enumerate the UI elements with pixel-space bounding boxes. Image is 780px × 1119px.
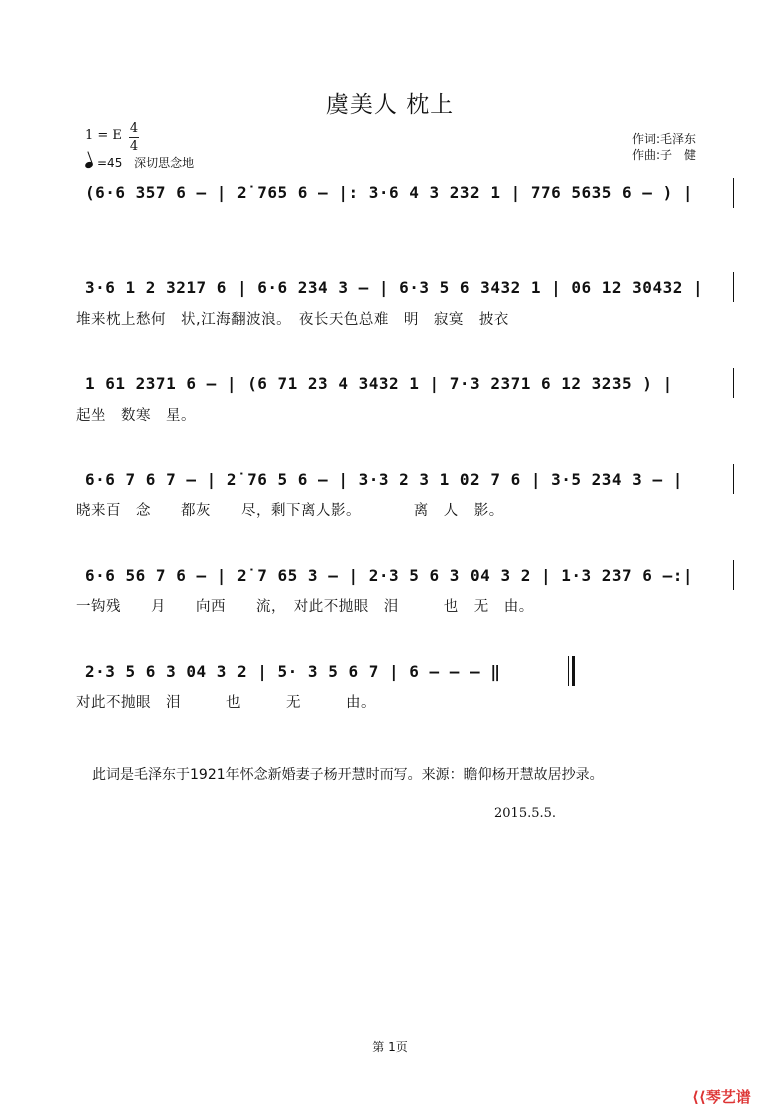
time-signature-bottom: 4 bbox=[129, 139, 139, 154]
logo-icon: ⟨⟨ bbox=[692, 1088, 706, 1106]
score-line-1: (6·6 357 6 – | 2̇ 765 6 – |: 3·6 4 3 232 1 | 776 5635 6 – ) | bbox=[85, 183, 693, 202]
time-signature-top: 4 bbox=[129, 121, 139, 136]
footnote: 此词是毛泽东于1921年怀念新婚妻子杨开慧时而写。来源：瞻仰杨开慧故居抄录。 bbox=[92, 767, 604, 783]
lyric-line-3: 起坐 数寒 星。 bbox=[76, 408, 196, 424]
barline bbox=[733, 178, 734, 208]
composer-credit: 作曲:子 健 bbox=[632, 148, 697, 162]
score-line-5: 6·6 56 7 6 – | 2̇ 7 65 3 – | 2·3 5 6 3 04 3 2 | 1·3 237 6 –:| bbox=[85, 566, 693, 585]
time-signature bbox=[128, 121, 140, 154]
lyricist-credit: 作词:毛泽东 bbox=[632, 132, 697, 146]
barline bbox=[733, 272, 734, 302]
score-line-6: 2·3 5 6 3 04 3 2 | 5· 3 5 6 7 | 6 – – – ‖ bbox=[85, 662, 501, 681]
lyric-line-5: 一钩残 月 向西 流， 对此不抛眼 泪 也 无 由。 bbox=[76, 599, 534, 615]
tempo-value: =45 bbox=[97, 156, 123, 170]
final-barline-thick bbox=[572, 656, 575, 686]
date: 2015.5.5. bbox=[494, 806, 557, 821]
expression-mark: 深切思念地 bbox=[134, 156, 195, 170]
quarter-note-icon bbox=[84, 161, 94, 169]
page-number: 第 1页 bbox=[372, 1040, 408, 1054]
page-title: 虞美人 枕上 bbox=[325, 92, 455, 118]
score-line-4: 6·6 7 6 7 – | 2̇ 76 5 6 – | 3·3 2 3 1 02 7 6 | 3·5 234 3 – | bbox=[85, 470, 683, 489]
lyric-line-6: 对此不抛眼 泪 也 无 由。 bbox=[76, 695, 376, 711]
lyric-line-4: 晓来百 念 都灰 尽，剩下离人影。 离 人 影。 bbox=[76, 503, 504, 519]
barline bbox=[733, 368, 734, 398]
score-line-2: 3·6 1 2 3217 6 | 6·6 234 3 – | 6·3 5 6 3432 1 | 06 12 30432 | bbox=[85, 278, 704, 297]
final-barline-thin bbox=[568, 656, 569, 686]
tempo-marking bbox=[85, 154, 194, 171]
barline bbox=[733, 464, 734, 494]
key-signature: 1 = E bbox=[85, 128, 122, 143]
score-line-3: 1 61 2371 6 – | (6 71 23 4 3432 1 | 7·3 2371 6 12 3235 ) | bbox=[85, 374, 673, 393]
watermark-logo: ⟨⟨琴艺谱 bbox=[692, 1088, 751, 1106]
barline bbox=[733, 560, 734, 590]
lyric-line-2: 堆来枕上愁何 状,江海翻波浪。 夜长天色总难 明 寂寞 披衣 bbox=[76, 312, 509, 328]
